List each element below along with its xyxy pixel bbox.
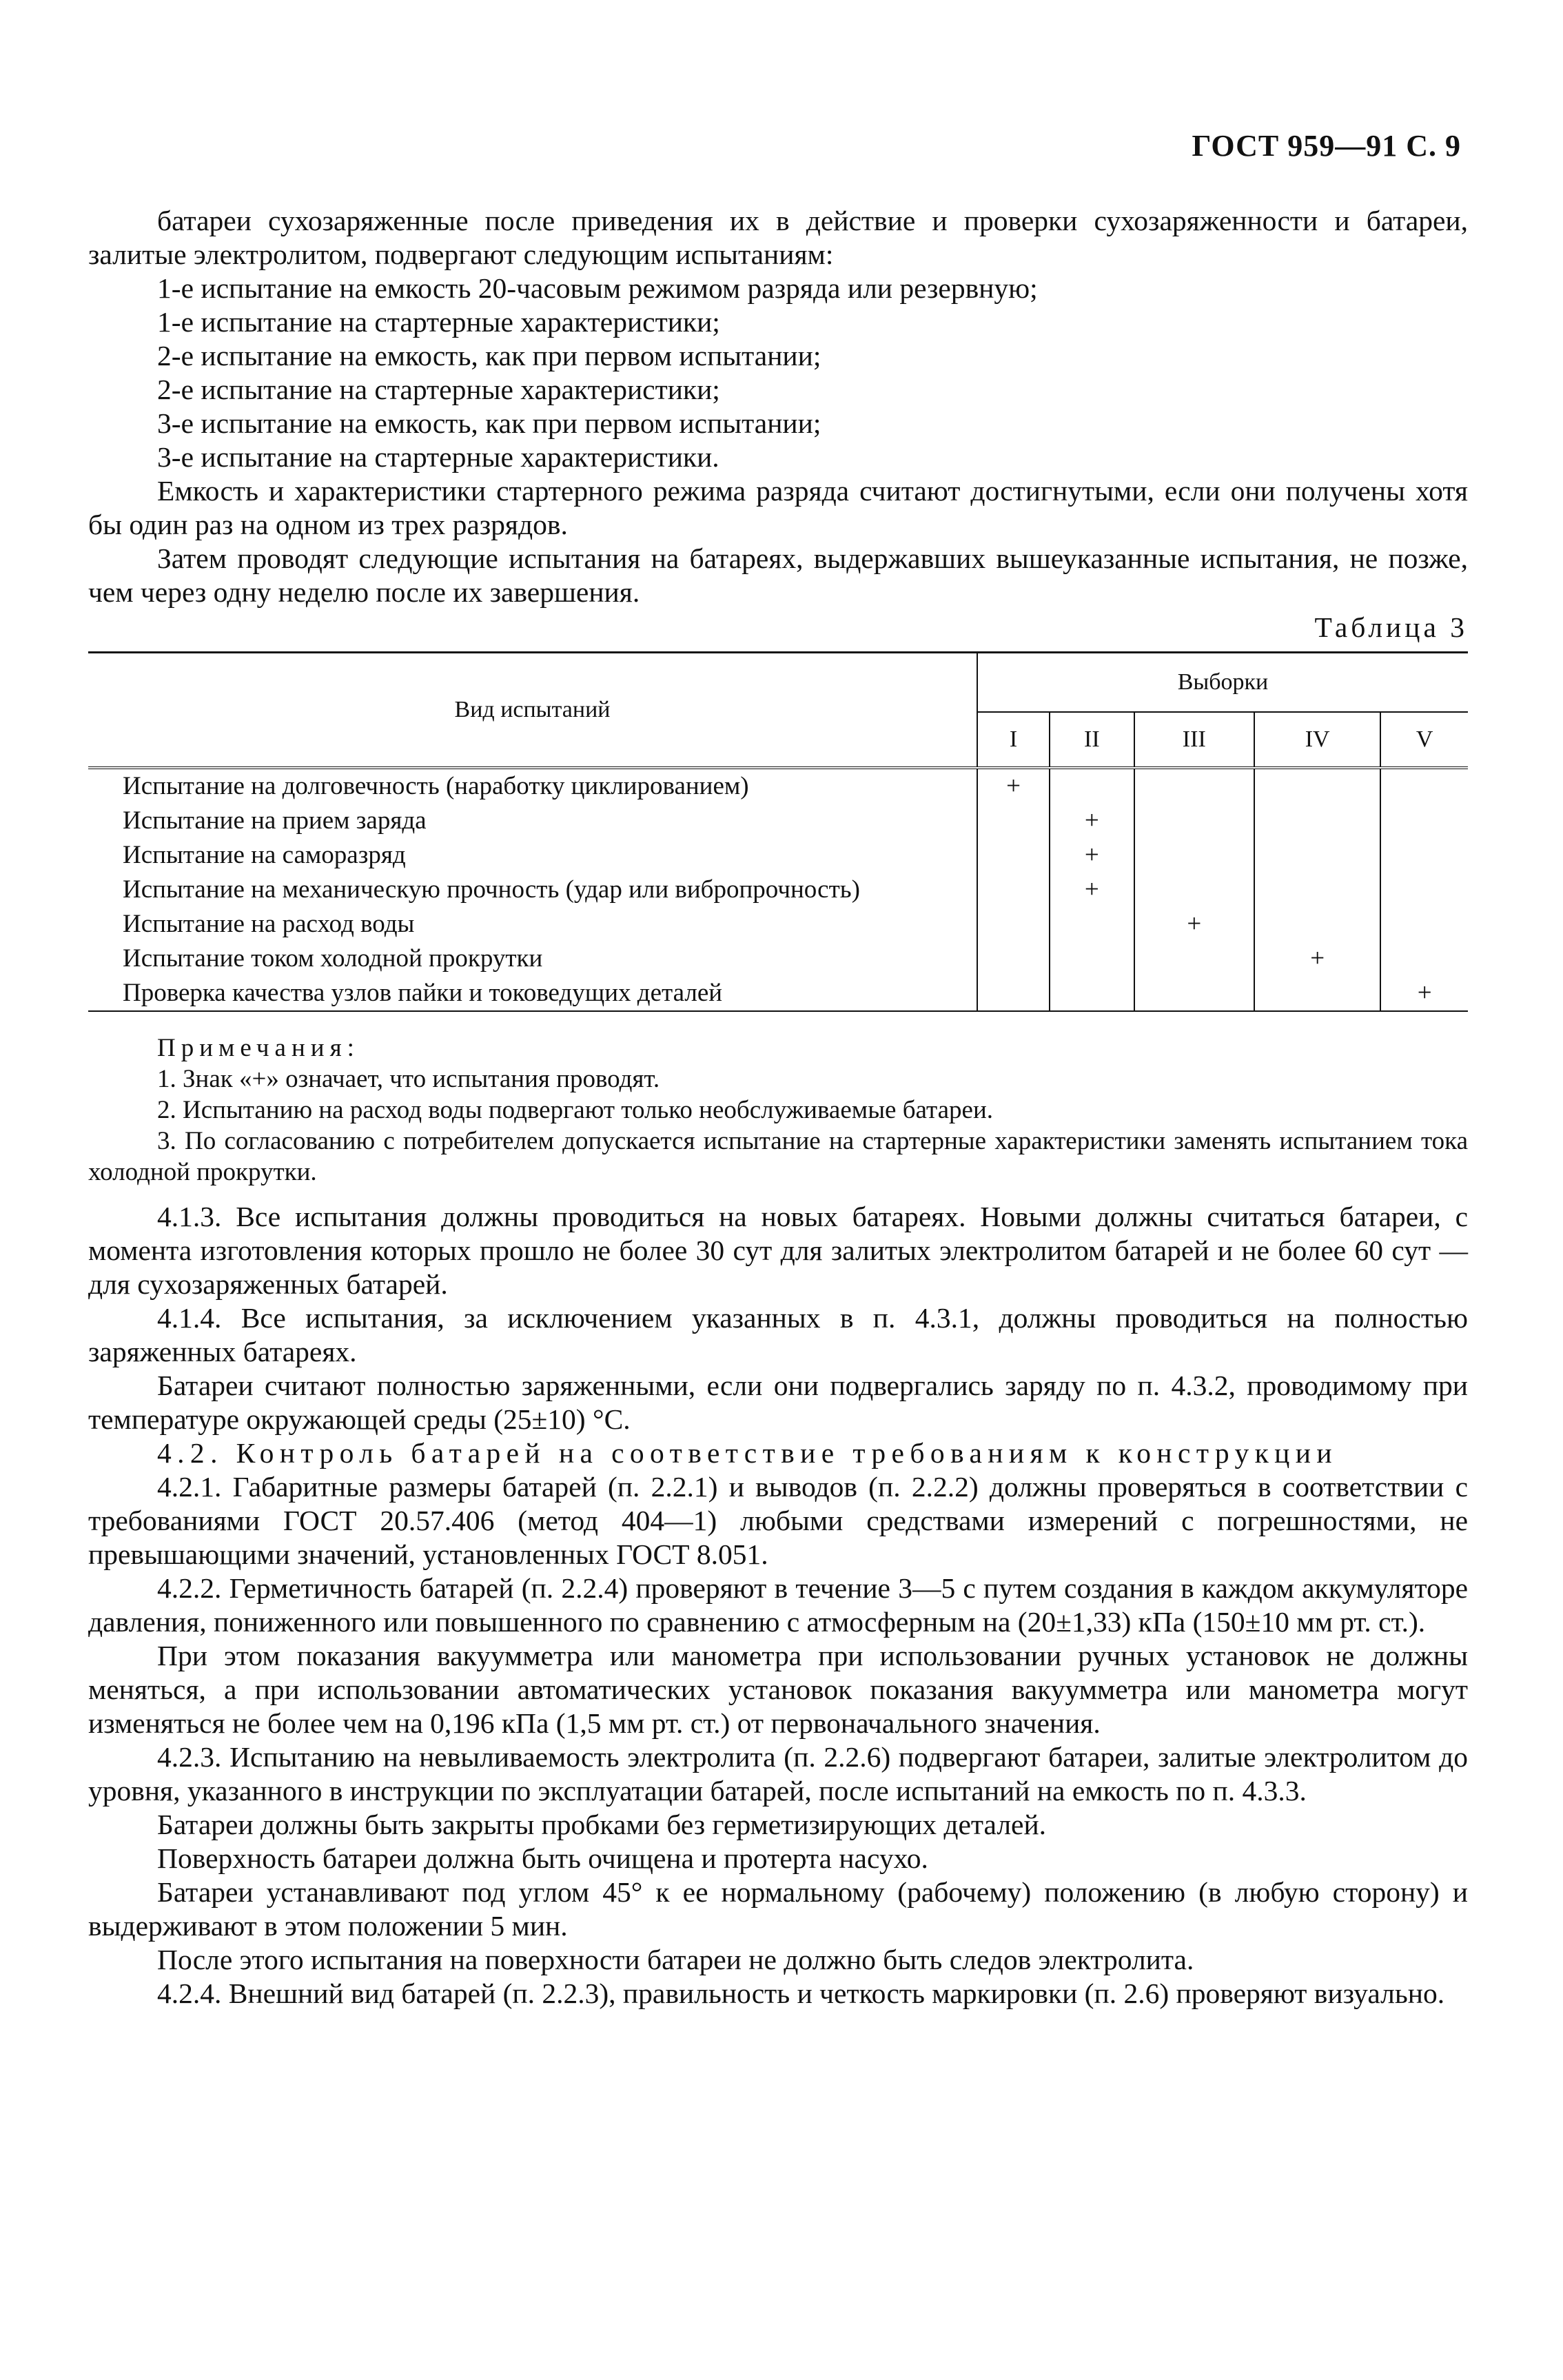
test-name: Испытание на расход воды bbox=[123, 910, 415, 938]
list-item: 2-е испытание на емкость, как при первом испытании; bbox=[157, 340, 821, 372]
sample-cell bbox=[977, 907, 1050, 942]
sample-header: I bbox=[977, 712, 1050, 768]
paragraph: Батареи устанавливают под углом 45° к ее нормальному (рабочему) положению (в любую сторону) и выдерживают в этом положении 5 мин. bbox=[88, 1876, 1468, 1942]
sample-header: IV bbox=[1254, 712, 1380, 768]
sample-cell bbox=[1134, 838, 1254, 873]
test-name: Проверка качества узлов пайки и токоведущих деталей bbox=[88, 976, 977, 1011]
notes-title: Примечания: bbox=[157, 1034, 360, 1062]
paragraph: После этого испытания на поверхности батареи не должно быть следов электролита. bbox=[157, 1944, 1194, 1975]
note-item: 1. Знак «+» означает, что испытания проводят. bbox=[157, 1065, 660, 1093]
sample-cell bbox=[1134, 804, 1254, 838]
sample-cell bbox=[1380, 942, 1468, 976]
paragraph: 4.2.3. Испытанию на невыливаемость электролита (п. 2.2.6) подвергают батареи, залитые электролитом до уровня, указанного в инструкции по эксплуатации батарей, после испытаний на емкость по п. 4.3.3. bbox=[88, 1741, 1468, 1807]
table-caption: Таблица 3 bbox=[1314, 611, 1468, 643]
sample-cell bbox=[1380, 768, 1468, 804]
table-row bbox=[88, 838, 1468, 873]
sample-cell bbox=[1254, 873, 1380, 907]
table-row bbox=[88, 942, 1468, 976]
sample-cell bbox=[977, 873, 1050, 907]
column-header-test-type: Вид испытаний bbox=[88, 653, 977, 769]
list-item: 3-е испытание на стартерные характеристики. bbox=[157, 441, 719, 473]
sample-cell bbox=[977, 976, 1050, 1011]
paragraph: 4.1.3. Все испытания должны проводиться на новых батареях. Новыми должны считаться батареи, с момента изготовления которых прошло не более 30 сут для залитых электролитом батарей и не более 60 сут — для сухозаряженных батарей. bbox=[88, 1201, 1468, 1300]
paragraph: 4.2.2. Герметичность батарей (п. 2.2.4) проверяют в течение 3—5 с путем создания в каждом аккумуляторе давления, пониженного или повышенного по сравнению с атмосферным на (20±1,33) кПа (150±10 мм рт. ст.). bbox=[88, 1572, 1468, 1638]
sample-cell bbox=[1254, 907, 1380, 942]
table-row bbox=[88, 804, 1468, 838]
paragraph: Батареи считают полностью заряженными, если они подвергались заряду по п. 4.3.2, проводимому при температуре окружающей среды (25±10) °С. bbox=[88, 1370, 1468, 1435]
table-row bbox=[88, 976, 1468, 1011]
column-header-samples: Выборки bbox=[977, 653, 1468, 713]
sample-cell bbox=[1050, 907, 1134, 942]
sample-cell: + bbox=[1050, 804, 1134, 838]
paragraph: При этом показания вакуумметра или манометра при использовании ручных установок не должны меняться, а при использовании автоматических установок показания вакуумметра или манометра могут изменяться не более чем на 0,196 кПа (1,5 мм рт. ст.) от первоначального значения. bbox=[88, 1640, 1468, 1739]
sample-cell bbox=[1380, 804, 1468, 838]
list-item: 1-е испытание на емкость 20-часовым режимом разряда или резервную; bbox=[157, 272, 1038, 304]
paragraph: 4.2.4. Внешний вид батарей (п. 2.2.3), правильность и четкость маркировки (п. 2.6) проверяют визуально. bbox=[157, 1977, 1445, 2009]
sample-cell bbox=[1380, 873, 1468, 907]
notes bbox=[88, 1033, 1468, 1188]
sample-cell bbox=[1380, 907, 1468, 942]
sample-cell bbox=[1254, 838, 1380, 873]
table-row bbox=[88, 873, 1468, 907]
page-header: ГОСТ 959—91 С. 9 bbox=[1192, 129, 1461, 163]
sample-cell bbox=[977, 942, 1050, 976]
section-heading: 4.2. Контроль батарей на соответствие требованиям к конструкции bbox=[157, 1437, 1338, 1469]
sample-cell: + bbox=[1254, 942, 1380, 976]
table-row bbox=[88, 907, 1468, 942]
sample-header: V bbox=[1380, 712, 1468, 768]
sample-cell bbox=[1380, 838, 1468, 873]
note-item: 2. Испытанию на расход воды подвергают только необслуживаемые батареи. bbox=[157, 1096, 994, 1124]
list-item: 1-е испытание на стартерные характеристики; bbox=[157, 306, 720, 338]
note-item: 3. По согласованию с потребителем допускается испытание на стартерные характеристики заменять испытанием тока холодной прокрутки. bbox=[88, 1127, 1468, 1186]
paragraph: Батареи должны быть закрыты пробками без герметизирующих деталей. bbox=[157, 1809, 1047, 1840]
sample-cell bbox=[1050, 976, 1134, 1011]
sample-cell: + bbox=[1134, 907, 1254, 942]
test-name: Испытание на саморазряд bbox=[123, 841, 406, 869]
intro-lead: батареи сухозаряженные после приведения их в действие и проверки сухозаряженности и батареи, залитые электролитом, подвергают следующим испытаниям: bbox=[88, 205, 1468, 270]
list-item: 3-е испытание на емкость, как при первом испытании; bbox=[157, 407, 821, 439]
sample-cell: + bbox=[1050, 838, 1134, 873]
sample-cell bbox=[1134, 873, 1254, 907]
sample-cell bbox=[1254, 976, 1380, 1011]
sample-cell: + bbox=[977, 768, 1050, 804]
sample-cell bbox=[1050, 768, 1134, 804]
paragraph: 4.1.4. Все испытания, за исключением указанных в п. 4.3.1, должны проводиться на полностью заряженных батареях. bbox=[88, 1302, 1468, 1367]
table-row bbox=[88, 768, 1468, 804]
sample-cell bbox=[1254, 768, 1380, 804]
sample-cell bbox=[1134, 976, 1254, 1011]
sample-header: II bbox=[1050, 712, 1134, 768]
paragraph: 4.2.1. Габаритные размеры батарей (п. 2.2.1) и выводов (п. 2.2.2) должны проверяться в соответствии с требованиями ГОСТ 20.57.406 (метод 404—1) любыми средствами измерений с погрешностями, не превышающими значений, установленных ГОСТ 8.051. bbox=[88, 1471, 1468, 1570]
sample-cell bbox=[977, 838, 1050, 873]
sample-cell bbox=[1134, 942, 1254, 976]
sample-cell bbox=[977, 804, 1050, 838]
test-table bbox=[88, 651, 1468, 1012]
sample-cell bbox=[1254, 804, 1380, 838]
test-name: Испытание на механическую прочность (удар или вибропрочность) bbox=[123, 875, 860, 904]
test-name: Испытание на прием заряда bbox=[123, 806, 427, 835]
test-name: Испытание на долговечность (наработку циклированием) bbox=[123, 772, 749, 800]
sample-cell: + bbox=[1380, 976, 1468, 1011]
sample-header: III bbox=[1134, 712, 1254, 768]
list-item: 2-е испытание на стартерные характеристики; bbox=[157, 374, 720, 405]
paragraph: Поверхность батареи должна быть очищена и протерта насухо. bbox=[157, 1842, 928, 1874]
test-name: Испытание током холодной прокрутки bbox=[123, 944, 543, 973]
paragraph: Затем проводят следующие испытания на батареях, выдержавших вышеуказанные испытания, не позже, чем через одну неделю после их завершения. bbox=[88, 542, 1468, 608]
paragraph: Емкость и характеристики стартерного режима разряда считают достигнутыми, если они получены хотя бы один раз на одном из трех разрядов. bbox=[88, 475, 1468, 540]
document-body bbox=[88, 204, 1468, 2011]
sample-cell bbox=[1134, 768, 1254, 804]
sample-cell bbox=[1050, 942, 1134, 976]
sample-cell: + bbox=[1050, 873, 1134, 907]
